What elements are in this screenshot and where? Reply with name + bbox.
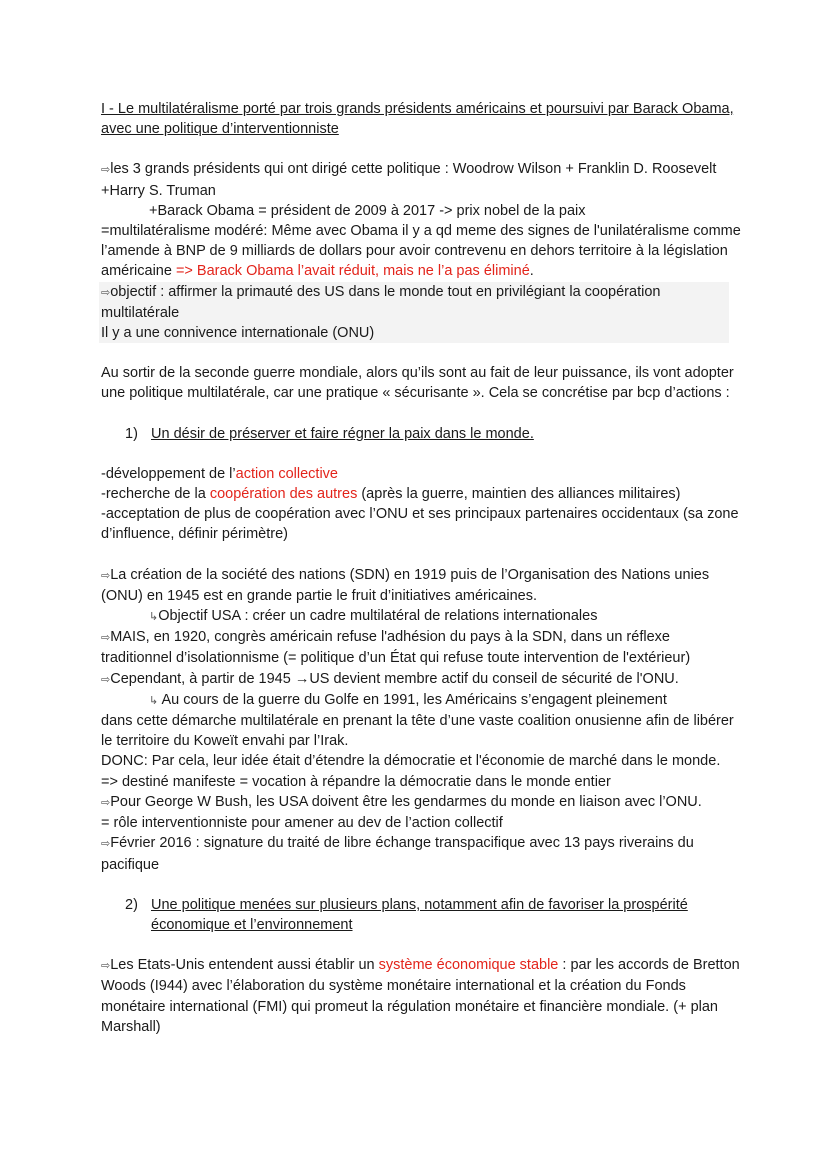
document-body [101,99,741,1037]
return-arrow-icon: ↳ [149,694,159,707]
paragraph-donc: DONC: Par cela, leur idée était d’étendre la démocratie et l'économie de marché dans le monde. => destiné manifeste = vocation à répandre la démocratie dans le monde entier [101,753,721,790]
arrow-icon: ⇨ [101,673,111,686]
arrow-icon: ⇨ [101,164,111,177]
arrow-icon: ⇨ [101,796,111,809]
heading-number: 2) [125,896,138,913]
paragraph-presidents: ⇨les 3 grands présidents qui ont dirigé cette politique : Woodrow Wilson + Franklin D. Roosevelt +Harry S. Truman [101,161,717,199]
shaded-block [99,282,729,344]
heading-1 [125,424,741,444]
highlight-red: système économique stable [378,957,559,974]
highlight-red: coopération des autres [209,486,358,503]
section-title: I - Le multilatéralisme porté par trois grands présidents américains et poursuivi par Barack Obama, avec une politique d’interventionniste [101,101,734,138]
highlight-red: action collective [235,465,338,482]
heading-text: Une politique menées sur plusieurs plans, notamment afin de favoriser la prospérité économique et l’environnement [151,896,688,933]
heading-text: Un désir de préserver et faire régner la paix dans le monde. [151,425,534,442]
paragraph-fevrier-2016: ⇨Février 2016 : signature du traité de libre échange transpacifique avec 13 pays riverains du pacifique [101,835,694,873]
paragraph-systeme-economique: ⇨Les Etats-Unis entendent aussi établir un système économique stable : par les accords de Bretton Woods (I944) avec l’élaboration du système monétaire international et la création du Fonds monétaire international (FMI) qui promeut la régulation monétaire et financière mondiale. (+ plan Marshall) [101,957,740,1035]
paragraph-golfe-1: ↳ Au cours de la guerre du Golfe en 1991, les Américains s’engagent pleinement [149,691,667,708]
paragraph-intro: Au sortir de la seconde guerre mondiale, alors qu’ils sont au fait de leur puissance, ils vont adopter une politique multilatérale, car une pratique « sécurisante ». Cela se concrétise par bcp d’actions : [101,365,734,402]
highlight-red: => Barack Obama l’avait réduit, mais ne l’a pas éliminé [175,263,530,280]
paragraph-objectif: ⇨objectif : affirmer la primauté des US dans le monde tout en privilégiant la coopération multilatérale [101,283,661,321]
return-arrow-icon: ↳ [149,611,159,624]
paragraph-sdn-onu: ⇨La création de la société des nations (SDN) en 1919 puis de l’Organisation des Nations unies (ONU) en 1945 est en grande partie le fruit d’initiatives américaines. [101,566,710,604]
heading-number: 1) [125,425,138,442]
arrow-icon: ⇨ [101,632,111,645]
paragraph-golfe-2: dans cette démarche multilatérale en prenant la tête d’une vaste coalition onusienne afin de libérer le territoire du Koweït envahi par l’Irak. [101,713,734,750]
arrow-icon: ⇨ [101,569,111,582]
paragraph-cependant: ⇨Cependant, à partir de 1945 →US devient membre actif du conseil de sécurité de l'ONU. [101,670,679,687]
paragraph-obama: +Barack Obama = président de 2009 à 2017 -> prix nobel de la paix [149,202,586,219]
list-item: -recherche de la coopération des autres (après la guerre, maintien des alliances militaires) [101,486,681,503]
list-item: -développement de l’action collective [101,465,338,482]
arrow-icon: ⇨ [101,286,111,299]
paragraph-bush: ⇨Pour George W Bush, les USA doivent être les gendarmes du monde en liaison avec l’ONU. [101,793,702,810]
paragraph-objectif-usa: ↳Objectif USA : créer un cadre multilatéral de relations internationales [149,608,598,625]
paragraph-connivence: Il y a une connivence internationale (ONU) [101,325,375,342]
paragraph-multilateralisme-modere: =multilatéralisme modéré: Même avec Obama il y a qd meme des signes de l'unilatéralisme comme l’amende à BNP de 9 milliards de dollars pour avoir contrevenu en dehors territoire à la législation américaine => Barack Obama l’avait réduit, mais ne l’a pas éliminé. [101,223,741,280]
arrow-icon: ⇨ [101,838,111,851]
paragraph-role: = rôle interventionniste pour amener au dev de l’action collectif [101,815,503,832]
list-item: -acceptation de plus de coopération avec l’ONU et ses principaux partenaires occidentaux (sa zone d’influence, définir périmètre) [101,506,739,543]
arrow-icon: ⇨ [101,960,111,973]
paragraph-mais-1920: ⇨MAIS, en 1920, congrès américain refuse l'adhésion du pays à la SDN, dans un réflexe traditionnel d’isolationnisme (= politique d’un État qui refuse toute intervention de l'extérieur) [101,629,691,667]
heading-2 [125,895,741,935]
